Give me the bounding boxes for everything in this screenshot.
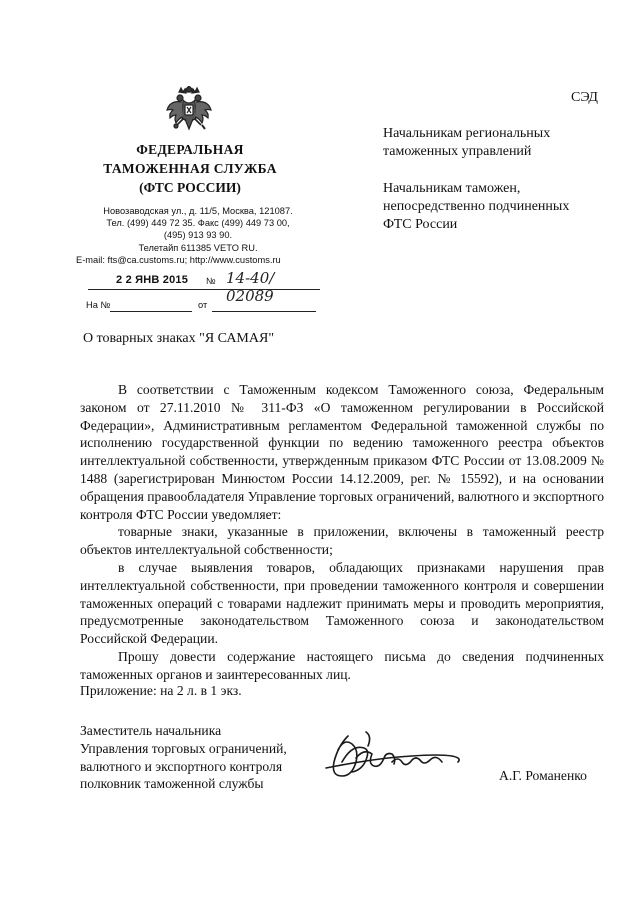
organization-name: [95, 140, 285, 178]
organization-name-line2: ТАМОЖЕННАЯ СЛУЖБА: [103, 161, 277, 176]
body-paragraph-2: товарные знаки, указанные в приложении, включены в таможенный реестр объектов интеллектуальной собственности;: [80, 524, 604, 558]
signer-position-line: Управления торговых ограничений,: [80, 740, 287, 756]
fax2-line: (495) 913 93 90.: [163, 230, 233, 241]
body-paragraph-3: в случае выявления товаров, обладающих признаками нарушения прав интеллектуальной собственности, при проведении таможенного контроля и совершении таможенных операций с товарами надлежит принимать меры и проводить мероприятия, предусмотренные законодательством Таможенного союза и законодательством Российской Федерации.: [80, 559, 604, 647]
organization-abbreviation: (ФТС РОССИИ): [139, 180, 241, 195]
reference-line: [86, 300, 326, 316]
addressee-line: непосредственно подчиненных: [383, 199, 570, 214]
addressee-line: ФТС России: [383, 217, 458, 232]
addressee-block-1: [383, 125, 603, 161]
registration-number: 14-40/ 02089: [226, 269, 275, 305]
letter-body: [80, 381, 604, 684]
letter-subject: О товарных знаках "Я САМАЯ": [83, 331, 275, 346]
organization-name-line1: ФЕДЕРАЛЬНАЯ: [136, 142, 244, 157]
double-headed-eagle-emblem-icon: [165, 86, 213, 138]
signer-name: А.Г. Романенко: [499, 768, 587, 783]
signer-position-line: полковник таможенной службы: [80, 776, 264, 792]
reference-number-blank: [110, 311, 192, 312]
signer-position-line: Заместитель начальника: [80, 723, 222, 738]
addressee-line: Начальникам таможен,: [383, 181, 521, 196]
addressee-line: таможенных управлений: [383, 144, 532, 159]
registration-number-label: №: [206, 276, 216, 286]
handwritten-signature-icon: [322, 728, 472, 790]
signer-position: [80, 722, 320, 793]
reference-from-label: от: [198, 300, 208, 310]
phone-fax-line: Тел. (499) 449 72 35. Факс (499) 449 73 00,: [106, 218, 290, 229]
body-paragraph-4: Прошу довести содержание настоящего письма до сведения подчиненных таможенных органов и заинтересованных лиц.: [80, 648, 604, 682]
registration-date: 2 2 ЯНВ 2015: [116, 274, 189, 286]
registration-underline: [88, 289, 320, 290]
signer-position-line: валютного и экспортного контроля: [80, 758, 283, 774]
address-line: Новозаводская ул., д. 11/5, Москва, 121087.: [103, 206, 293, 216]
body-paragraph-1: В соответствии с Таможенным кодексом Таможенного союза, Федеральным законом от 27.11.2010 № 311-ФЗ «О таможенном регулировании в Российской Федерации», Административным регламентом Федеральной таможенной службы по исполнению государственной функции по ведению таможенного реестра объектов интеллектуальной собственности, утвержденным приказом ФТС России от 13.08.2009 № 1488 (зарегистрирован Минюстом России 14.12.2009, рег. № 15592), и на основании обращения правообладателя Управление торговых ограничений, валютного и экспортного контроля ФТС России уведомляет:: [80, 382, 604, 522]
attachment-note: Приложение: на 2 л. в 1 экз.: [80, 683, 242, 698]
sed-mark: СЭД: [571, 90, 598, 105]
addressee-line: Начальникам региональных: [383, 126, 551, 141]
email-web-line: E-mail: fts@ca.customs.ru; http://www.customs.ru: [76, 254, 281, 265]
teletype-line: Телетайп 611385 VETO RU.: [138, 242, 258, 253]
addressee-block-2: [383, 180, 613, 234]
reference-date-blank: [212, 311, 316, 312]
reference-number-label: На №: [86, 300, 111, 310]
contact-details: [78, 205, 318, 266]
